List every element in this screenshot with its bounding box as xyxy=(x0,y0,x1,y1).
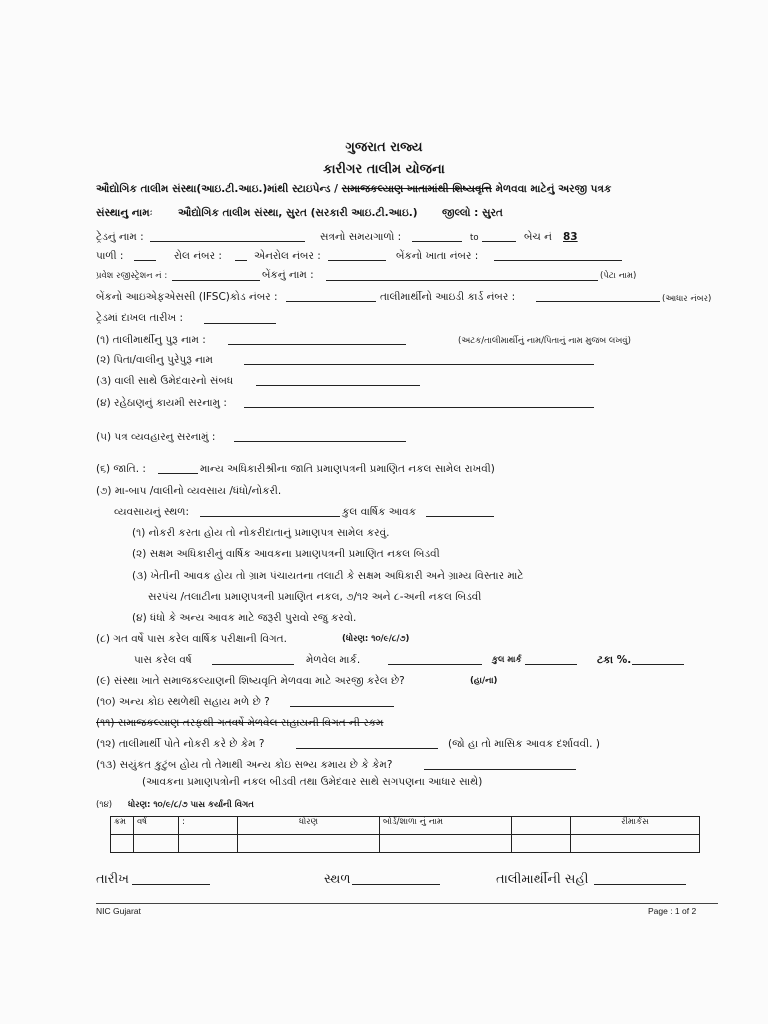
batch-label: બેચ નં xyxy=(524,231,552,243)
table-cell[interactable] xyxy=(571,835,700,853)
q6-caste-field[interactable] xyxy=(158,473,198,474)
place-label: સ્થળ xyxy=(324,872,351,887)
session-end-field[interactable] xyxy=(482,241,516,242)
subtitle-part-a: ઔદ્યોગિક તાલીમ સંસ્થા(આઇ.ટી.આઇ.)માંથી સ્ટાઇપેન્ડ / xyxy=(96,183,342,195)
q7-note-4: (૪) ધંધો કે અન્ય આવક માટે જરૂરી પુરાવો રજુ કરવો. xyxy=(132,612,357,624)
district: જીલ્લો : સુરત xyxy=(442,207,503,219)
joined-label: ટ્રેડમાં દાખલ તારીખ : xyxy=(96,312,184,324)
q8-year-field[interactable] xyxy=(212,664,294,665)
q3-relation: (૩) વાલી સાથે ઉમેદવારનો સંબધ xyxy=(96,375,234,387)
roll-label: રોલ નંબર : xyxy=(174,250,222,262)
roll-field[interactable] xyxy=(235,260,247,261)
place-field[interactable] xyxy=(352,884,440,885)
q1-field[interactable] xyxy=(228,344,406,345)
q5-postal-address: (૫) પત્ર વ્યવહારનુ સરનામું : xyxy=(96,431,216,443)
bank-name-field[interactable] xyxy=(326,280,598,281)
col-board-school: બોર્ડ/શાળા નું નામ xyxy=(380,817,512,835)
session-start-field[interactable] xyxy=(412,241,462,242)
account-label: બેંકનો ખાતા નંબર : xyxy=(396,250,479,262)
table-cell[interactable] xyxy=(179,835,238,853)
q8-marks-label: મેળવેલ માર્ક. xyxy=(306,654,361,666)
admission-label: પ્રવેશ રજીસ્ટ્રેશન નં : xyxy=(96,271,168,281)
q14-desc: ધોરણ: ૧૦/૯/૮/૭ પાસ કર્યાની વિગત xyxy=(128,800,254,810)
q5-field[interactable] xyxy=(234,441,406,442)
shift-field[interactable] xyxy=(134,260,156,261)
q8-total-field[interactable] xyxy=(525,664,577,665)
q7-note-2: (૨) સક્ષમ અધિકારીનું વાર્ષિક આવકના પ્રમાણપત્રની પ્રમાણિત નકલ બિડવી xyxy=(132,548,440,560)
table-cell[interactable] xyxy=(512,835,571,853)
col-serial: ક્રમ xyxy=(111,817,134,835)
q12-field[interactable] xyxy=(296,748,438,749)
q12-note: (જો હા તો માસિક આવક દર્શાવવી. ) xyxy=(448,738,600,750)
table-header-row xyxy=(111,817,700,835)
q2-field[interactable] xyxy=(244,364,594,365)
q8-standard: (ધોરણ: ૧૦/૯/૮/૭) xyxy=(342,634,410,644)
q6-caste-label: (૬) જાતિ. : xyxy=(96,463,146,475)
q13-family: (૧૩) સયુંકત કુટુંબ હોય તો તેમાથી અન્ય કોઇ સભ્ય કમાય છે કે કેમ? xyxy=(96,759,393,771)
shift-label: પાળી : xyxy=(96,250,124,262)
col-remarks: રીમાર્કસ xyxy=(571,817,700,835)
signature-field[interactable] xyxy=(594,884,686,885)
q2-guardian-name: (૨) પિતા/વાલીનુ પુરેપુરૂ નામ xyxy=(96,354,213,366)
institute-name: ઔદ્યોગિક તાલીમ સંસ્થા, સુરત (સરકારી આઇ.ટી.આઇ.) xyxy=(178,207,418,219)
table-row[interactable] xyxy=(111,835,700,853)
scheme-title: કારીગર તાલીમ યોજના xyxy=(323,162,445,177)
q1-note: (અટક/તાલીમાર્થીનું નામ/પિતાનું નામ મુજબ લખવું) xyxy=(458,336,631,346)
education-table xyxy=(110,816,700,853)
subtitle-part-b: મેળવવા માટેનું અરજી પત્રક xyxy=(491,183,612,195)
table-cell[interactable] xyxy=(111,835,134,853)
id-card-field[interactable] xyxy=(536,301,660,302)
table-cell[interactable] xyxy=(134,835,179,853)
admission-field[interactable] xyxy=(172,280,260,281)
enrol-label: એનરોલ નંબર : xyxy=(254,250,321,262)
batch-number: 83 xyxy=(563,231,578,243)
q13-field[interactable] xyxy=(424,769,576,770)
q8-pct-field[interactable] xyxy=(632,664,684,665)
branch-name-note: (પેટા નામ) xyxy=(600,271,637,281)
trade-label: ટ્રેડનું નામ : xyxy=(96,231,144,243)
q1-full-name: (૧) તાલીમાર્થીનુ પુરૂ નામ : xyxy=(96,334,206,346)
table-cell[interactable] xyxy=(380,835,512,853)
footer-page: Page : 1 of 2 xyxy=(648,906,697,916)
footer-divider xyxy=(96,903,718,904)
col-year: વર્ષ xyxy=(134,817,179,835)
q14-label: (૧૪) xyxy=(96,800,113,810)
state-title: ગુજરાત રાજ્ય xyxy=(345,140,423,155)
enrol-field[interactable] xyxy=(328,260,386,261)
q4-field[interactable] xyxy=(244,407,594,408)
col-blank: : xyxy=(179,817,238,835)
session-label: સત્રનો સમયગાળો : xyxy=(320,231,402,243)
q6-note: માન્ય અધિકારીશ્રીના જાતિ પ્રમાણપત્રની પ્રમાણિત નકલ સામેલ રાખવી) xyxy=(200,463,495,475)
q8-marks-field[interactable] xyxy=(388,664,482,665)
q13-note: (આવકના પ્રમાણપત્રોની નકલ બીડવી તથા ઉમેદવાર સાથે સગપણના આધાર સાથે) xyxy=(142,776,483,788)
col-empty xyxy=(512,817,571,835)
q7-income-label: કુલ વાર્ષિક આવક xyxy=(342,506,417,518)
joined-field[interactable] xyxy=(204,323,276,324)
q12-employment: (૧૨) તાલીમાર્થી પોતે નોકરી કરે છે કેમ ? xyxy=(96,738,265,750)
aadhaar-note: (આધાર નંબર) xyxy=(662,294,712,304)
q9-scholarship: (૯) સંસ્થા ખાતે સમાજકલ્યાણની શિષ્યવૃતિ મેળવવા માટે અરજી કરેલ છે? xyxy=(96,675,405,687)
q8-exam: (૮) ગત વર્ષે પાસ કરેલ વાર્ષિક પરીક્ષાની વિગત. xyxy=(96,633,287,645)
date-field[interactable] xyxy=(132,884,210,885)
q8-pct-label: ટકા %. xyxy=(597,654,632,666)
q7-note-3b: સરપંચ /તલાટીના પ્રમાણપત્રની પ્રમાણિત નકલ, ૭/૧૨ અને ૮-અની નકલ બિડવી xyxy=(148,591,482,603)
trade-field[interactable] xyxy=(150,241,305,242)
q4-address: (૪) રહેઠાણનું કાયમી સરનામુ : xyxy=(96,397,227,409)
ifsc-field[interactable] xyxy=(286,301,376,302)
institute-label: સંસ્થાનુ નામઃ xyxy=(96,207,153,219)
bank-name-label: બેંકનું નામ : xyxy=(262,269,314,281)
q7-place-label: વ્યવસાયનું સ્થળ: xyxy=(114,506,189,518)
q7-income-field[interactable] xyxy=(426,516,494,517)
q7-note-1: (૧) નોકરી કરતા હોય તો નોકરીદાતાનું પ્રમાણપત્ર સામેલ કરવું. xyxy=(132,527,390,539)
account-field[interactable] xyxy=(494,260,622,261)
q11-struck: (૧૧) સમાજકલ્યાણ તરફથી ગતવર્ષે મેળવેલ સહાયની વિગત ની રકમ xyxy=(96,717,384,729)
form-subtitle xyxy=(96,183,611,196)
signature-label: તાલીમાર્થીની સહી xyxy=(496,872,589,887)
q7-place-field[interactable] xyxy=(200,516,340,517)
subtitle-struck-text: સમાજકલ્યાણ ખાતામાંથી શિષ્યવૃત્તિ xyxy=(341,183,492,195)
id-card-label: તાલીમાર્થીનો આઇડી કાર્ડ નંબર : xyxy=(380,291,516,303)
q8-total-label: કુલ માર્ક xyxy=(492,655,522,665)
q10-other-aid: (૧૦) અન્ય કોઇ સ્થળેથી સહાય મળે છે ? xyxy=(96,696,270,708)
q3-field[interactable] xyxy=(256,385,420,386)
session-to: to xyxy=(470,233,479,243)
footer-org: NIC Gujarat xyxy=(96,906,141,916)
q7-occupation: (૭) મા-બાપ /વાલીનો વ્યવસાય /ધંધો/નોકરી. xyxy=(96,485,282,497)
ifsc-label: બેંકનો આઇએફએસસી (IFSC)કોડ નંબર : xyxy=(96,291,278,303)
q9-options: (હા/ના) xyxy=(470,676,498,686)
col-standard: ધોરણ xyxy=(238,817,380,835)
table-cell[interactable] xyxy=(238,835,380,853)
q8-year-label: પાસ કરેલ વર્ષ xyxy=(134,654,192,666)
date-label: તારીખ xyxy=(96,872,129,887)
q10-field[interactable] xyxy=(290,706,394,707)
q7-note-3: (૩) ખેતીની આવક હોય તો ગ્રામ પંચાયતના તલાટી કે સક્ષમ અધિકારી અને ગ્રામ્ય વિસ્તાર માટે xyxy=(132,570,524,582)
